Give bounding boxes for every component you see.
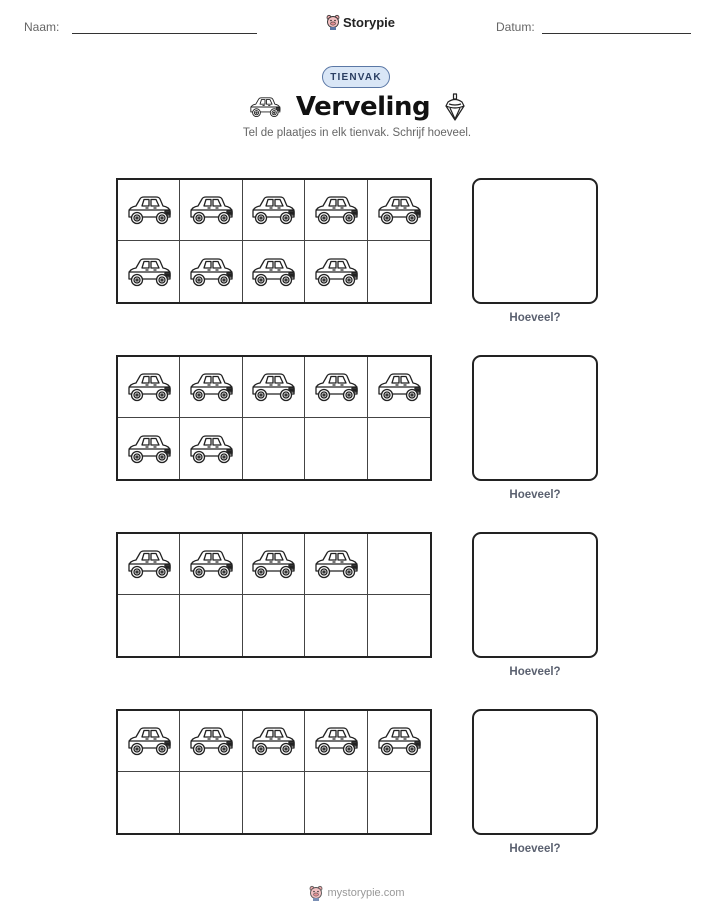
storypie-logo bbox=[326, 14, 395, 30]
ten-frame-cell bbox=[243, 180, 305, 241]
car-icon bbox=[187, 370, 235, 404]
name-label: Naam: bbox=[24, 20, 60, 34]
ten-frame-cell bbox=[243, 241, 305, 302]
ten-frame-cell bbox=[118, 772, 180, 833]
car-icon bbox=[249, 724, 297, 758]
car-icon bbox=[249, 370, 297, 404]
car-icon bbox=[125, 432, 173, 466]
car-icon bbox=[312, 255, 360, 289]
brand-name: Storypie bbox=[343, 14, 396, 30]
ten-frame-cell bbox=[305, 534, 367, 595]
ten-frame-cell bbox=[243, 357, 305, 418]
ten-frame-cell bbox=[180, 711, 242, 772]
ten-frame-1 bbox=[116, 178, 432, 304]
car-icon bbox=[312, 547, 360, 581]
ten-frame-cell bbox=[180, 180, 242, 241]
car-icon bbox=[125, 255, 173, 289]
ten-frame-cell bbox=[118, 534, 180, 595]
car-icon bbox=[375, 724, 423, 758]
ten-frame-cell bbox=[118, 595, 180, 656]
ten-frame-cell bbox=[243, 772, 305, 833]
car-icon bbox=[248, 94, 282, 120]
pig-mascot-icon bbox=[326, 14, 340, 30]
car-icon bbox=[375, 370, 423, 404]
date-line[interactable] bbox=[542, 33, 691, 34]
ten-frame-cell bbox=[243, 711, 305, 772]
footer bbox=[0, 885, 714, 901]
ten-frame-cell bbox=[180, 357, 242, 418]
ten-frame-cell bbox=[305, 772, 367, 833]
name-line[interactable] bbox=[72, 33, 257, 34]
ten-frame-cell bbox=[368, 180, 430, 241]
ten-frame-cell bbox=[180, 418, 242, 479]
ten-frame-cell bbox=[180, 595, 242, 656]
ten-frame-4 bbox=[116, 709, 432, 835]
car-icon bbox=[187, 255, 235, 289]
ten-frame-cell bbox=[368, 595, 430, 656]
car-icon bbox=[125, 193, 173, 227]
car-icon bbox=[187, 193, 235, 227]
answer-box-3[interactable] bbox=[472, 532, 598, 658]
car-icon bbox=[125, 370, 173, 404]
answer-label-1: Hoeveel? bbox=[509, 312, 561, 324]
ten-frame-cell bbox=[305, 180, 367, 241]
ten-frame-cell bbox=[368, 772, 430, 833]
ten-frame-cell bbox=[305, 241, 367, 302]
date-label: Datum: bbox=[496, 20, 535, 34]
answer-label-4: Hoeveel? bbox=[509, 843, 561, 855]
ten-frame-cell bbox=[368, 241, 430, 302]
tienvak-badge: TIENVAK bbox=[322, 66, 390, 88]
ten-frame-cell bbox=[305, 357, 367, 418]
car-icon bbox=[249, 255, 297, 289]
answer-box-2[interactable] bbox=[472, 355, 598, 481]
car-icon bbox=[312, 724, 360, 758]
ten-frame-2 bbox=[116, 355, 432, 481]
pig-mascot-icon bbox=[309, 885, 323, 901]
ten-frame-cell bbox=[243, 595, 305, 656]
ten-frame-cell bbox=[180, 772, 242, 833]
footer-url: mystorypie.com bbox=[327, 887, 405, 899]
car-icon bbox=[249, 193, 297, 227]
ten-frame-cell bbox=[368, 357, 430, 418]
ten-frame-cell bbox=[180, 534, 242, 595]
title-row bbox=[0, 92, 714, 122]
ten-frame-3 bbox=[116, 532, 432, 658]
ten-frame-cell bbox=[243, 418, 305, 479]
ten-frame-cell bbox=[305, 711, 367, 772]
car-icon bbox=[187, 724, 235, 758]
ten-frame-cell bbox=[118, 711, 180, 772]
car-icon bbox=[312, 370, 360, 404]
car-icon bbox=[187, 432, 235, 466]
answer-box-4[interactable] bbox=[472, 709, 598, 835]
ten-frame-cell bbox=[305, 418, 367, 479]
answer-label-2: Hoeveel? bbox=[509, 489, 561, 501]
car-icon bbox=[375, 193, 423, 227]
ten-frame-cell bbox=[368, 534, 430, 595]
car-icon bbox=[187, 547, 235, 581]
ten-frame-cell bbox=[243, 534, 305, 595]
ten-frame-cell bbox=[368, 418, 430, 479]
ten-frame-cell bbox=[368, 711, 430, 772]
ten-frame-cell bbox=[118, 418, 180, 479]
ten-frame-cell bbox=[118, 180, 180, 241]
ten-frame-cell bbox=[118, 357, 180, 418]
car-icon bbox=[249, 547, 297, 581]
car-icon bbox=[312, 193, 360, 227]
instructions: Tel de plaatjes in elk tienvak. Schrijf hoeveel. bbox=[242, 127, 472, 139]
car-icon bbox=[125, 724, 173, 758]
page-title: Verveling bbox=[295, 92, 431, 122]
ten-frame-cell bbox=[118, 241, 180, 302]
answer-box-1[interactable] bbox=[472, 178, 598, 304]
car-icon bbox=[125, 547, 173, 581]
ten-frame-cell bbox=[305, 595, 367, 656]
ten-frame-cell bbox=[180, 241, 242, 302]
spinning-top-icon bbox=[444, 93, 466, 121]
answer-label-3: Hoeveel? bbox=[509, 666, 561, 678]
